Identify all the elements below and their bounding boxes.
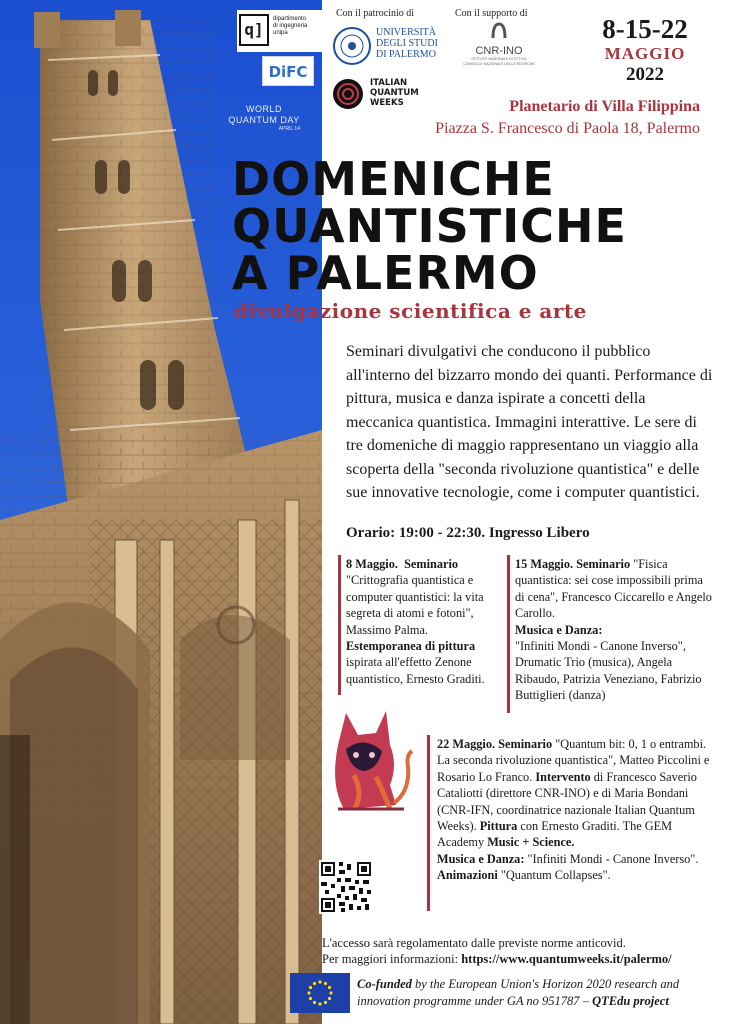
unipa-seal-icon	[332, 26, 372, 66]
event-year: 2022	[626, 64, 664, 85]
access-note: L'accesso sarà regolamentato dalle previste norme anticovid.	[322, 936, 626, 950]
funding-body: by the European Union's Horizon 2020 research and innovation programme under GA no 951787 –	[357, 977, 680, 1008]
title-line-2: QUANTISTICHE	[232, 199, 627, 253]
funding-project: QTEdu project	[592, 994, 669, 1008]
title-line-3: A PALERMO	[232, 246, 539, 300]
may22-anim-text: "Quantum Collapses".	[500, 868, 611, 883]
event-days: 8-15-22	[602, 14, 688, 44]
may22-seminar-label: Seminario	[498, 737, 553, 751]
cnr-ino-sub: ISTITUTO NAZIONALE DI OTTICA CONSIGLIO NAZIONALE DELLE RICERCHE	[463, 57, 535, 66]
world-quantum-day-label: WORLD QUANTUM DAY	[228, 104, 300, 125]
info-label: Per maggiori informazioni:	[322, 952, 459, 966]
supporto-label: Con il supporto di	[455, 8, 528, 19]
may8-accent-bar	[338, 555, 341, 695]
may8-program: 8 Maggio. Seminario "Crittografia quantistica e computer quantistici: la vita segreta di atomi e fotoni", Massimo Palma. Estemporanea di pittura ispirata all'effetto Zenone quantistico, Ernesto Graditi.	[346, 557, 485, 686]
may8-date: 8 Maggio	[346, 557, 395, 571]
may22-anim-label: Animazioni	[437, 868, 498, 883]
may22-music-science-label: Music + Science	[487, 835, 572, 850]
may15-seminar-label: Seminario	[576, 557, 631, 571]
opening-hours: Orario: 19:00 - 22:30. Ingresso Libero	[346, 525, 590, 541]
world-quantum-day-date: APRIL 14	[278, 126, 300, 132]
difc-logo	[262, 56, 314, 86]
may22-intervento-label: Intervento	[535, 769, 591, 784]
qr-code-icon	[319, 860, 373, 914]
may15-program: 15 Maggio. Seminario "Fisica quantistica: sei cose impossibili prima di cena", Francesco Ciccarello e Angelo Carollo. Musica e Danza: "Infiniti Mondi - Canone Inverso", Drumatic Trio (musica), Angela Ribaudo, Patrizia Veneziano, Fabrizio Buttiglieri (danza)	[515, 557, 712, 703]
cnr-ino-mark-icon	[489, 22, 509, 40]
funding-em: Co-funded	[357, 977, 412, 991]
may15-seminar-text: "Fisica quantistica: sei cose impossibili prima di cena", Francesco Ciccarello e Angelo Carollo.	[515, 557, 712, 621]
intro-text: Seminari divulgativi che conducono il pubblico all'interno del bizzarro mondo dei quanti. Performance di pittura, musica e danza ispirate a concetti della meccanica quantistica. Immagini interattive. Le sere di tre domeniche di maggio rappresentano un viaggio alla scoperta della "seconda rivoluzione quantistica" e delle sue innovative tecnologie, come i computer quantistici.	[346, 343, 713, 501]
may22-dance-text: "Infiniti Mondi - Canone Inverso".	[527, 851, 699, 866]
unipa-name: UNIVERSITÀ DEGLI STUDI DI PALERMO	[376, 27, 438, 60]
funding-text	[357, 976, 719, 1010]
difc-label: DiFC	[268, 63, 308, 81]
may22-seminar-text: "Quantum bit: 0, 1 o entrambi. La seconda rivoluzione quantistica", Matteo Piccolini e Rosario Lo Franco.	[437, 737, 710, 784]
may22-dance-label: Musica e Danza	[437, 851, 521, 866]
cat-illustration	[324, 705, 416, 817]
patrocinio-label: Con il patrocinio di	[336, 8, 415, 19]
event-address: Piazza S. Francesco di Paola 18, Palermo	[435, 120, 700, 137]
may8-seminar-label: Seminario	[404, 557, 459, 571]
dip-ingegneria-logo	[237, 10, 323, 52]
event-venue: Planetario di Villa Filippina	[509, 98, 700, 115]
may22-date: 22 Maggio	[437, 737, 492, 751]
may15-date: 15 Maggio	[515, 557, 570, 571]
may8-seminar-text: "Crittografia quantistica e computer quantistici: la vita segreta di atomi e fotoni", Massimo Palma.	[346, 573, 484, 637]
may8-art-label: Estemporanea di pittura	[346, 639, 476, 654]
may22-accent-bar	[427, 735, 430, 911]
subtitle: divulgazione scientifica e arte	[234, 299, 587, 323]
may22-intervento-text: di Francesco Saverio Cataliotti (direttore CNR-INO) e di Maria Bondani (CNR-IFN, coordinatrice nazionale Italian Quantum Weeks).	[437, 769, 697, 834]
may15-music-label: Musica e Danza	[515, 622, 599, 637]
iqw-spiral-icon	[332, 78, 364, 110]
cnr-ino-logo	[458, 22, 540, 72]
event-month: MAGGIO	[604, 44, 686, 63]
unipa-logo	[332, 24, 444, 70]
info-line	[322, 951, 732, 967]
may15-accent-bar	[507, 555, 510, 713]
title-line-1: DOMENICHE	[232, 152, 555, 206]
eu-flag	[290, 973, 350, 1013]
may22-pittura-text: con Ernesto Graditi. The GEM Academy	[437, 819, 673, 850]
quantum-cat-icon	[324, 705, 416, 817]
may22-program: 22 Maggio. Seminario "Quantum bit: 0, 1 o entrambi. La seconda rivoluzione quantistica", Matteo Piccolini e Rosario Lo Franco. Intervento di Francesco Saverio Cataliotti (direttore CNR-INO) e di Maria Bondani (CNR-IFN, coordinatrice nazionale Italian Quantum Weeks). Pittura con Ernesto Graditi. The GEM Academy Music + Science. Musica e Danza: "Infiniti Mondi - Canone Inverso". Animazioni "Quantum Collapses".	[437, 737, 710, 883]
world-quantum-day-logo	[212, 104, 316, 134]
cnr-ino-name: CNR-INO	[475, 45, 523, 57]
may15-music-text: "Infiniti Mondi - Canone Inverso", Drumatic Trio (musica), Angela Ribaudo, Patrizia Veneziano, Fabrizio Buttiglieri (danza)	[515, 639, 702, 703]
may8-art-text: ispirata all'effetto Zenone quantistico, Ernesto Graditi.	[346, 655, 485, 686]
may22-pittura-label: Pittura	[479, 819, 518, 834]
iqw-name: ITALIAN QUANTUM WEEKS	[370, 78, 419, 108]
info-url-link[interactable]: https://www.quantumweeks.it/palermo/	[461, 952, 672, 966]
dip-ingegneria-mark: q]	[239, 14, 269, 46]
qr-code[interactable]	[319, 860, 373, 914]
dip-ingegneria-label: dipartimento di ingegneria unipa	[273, 16, 308, 36]
eu-stars-icon	[290, 973, 350, 1013]
